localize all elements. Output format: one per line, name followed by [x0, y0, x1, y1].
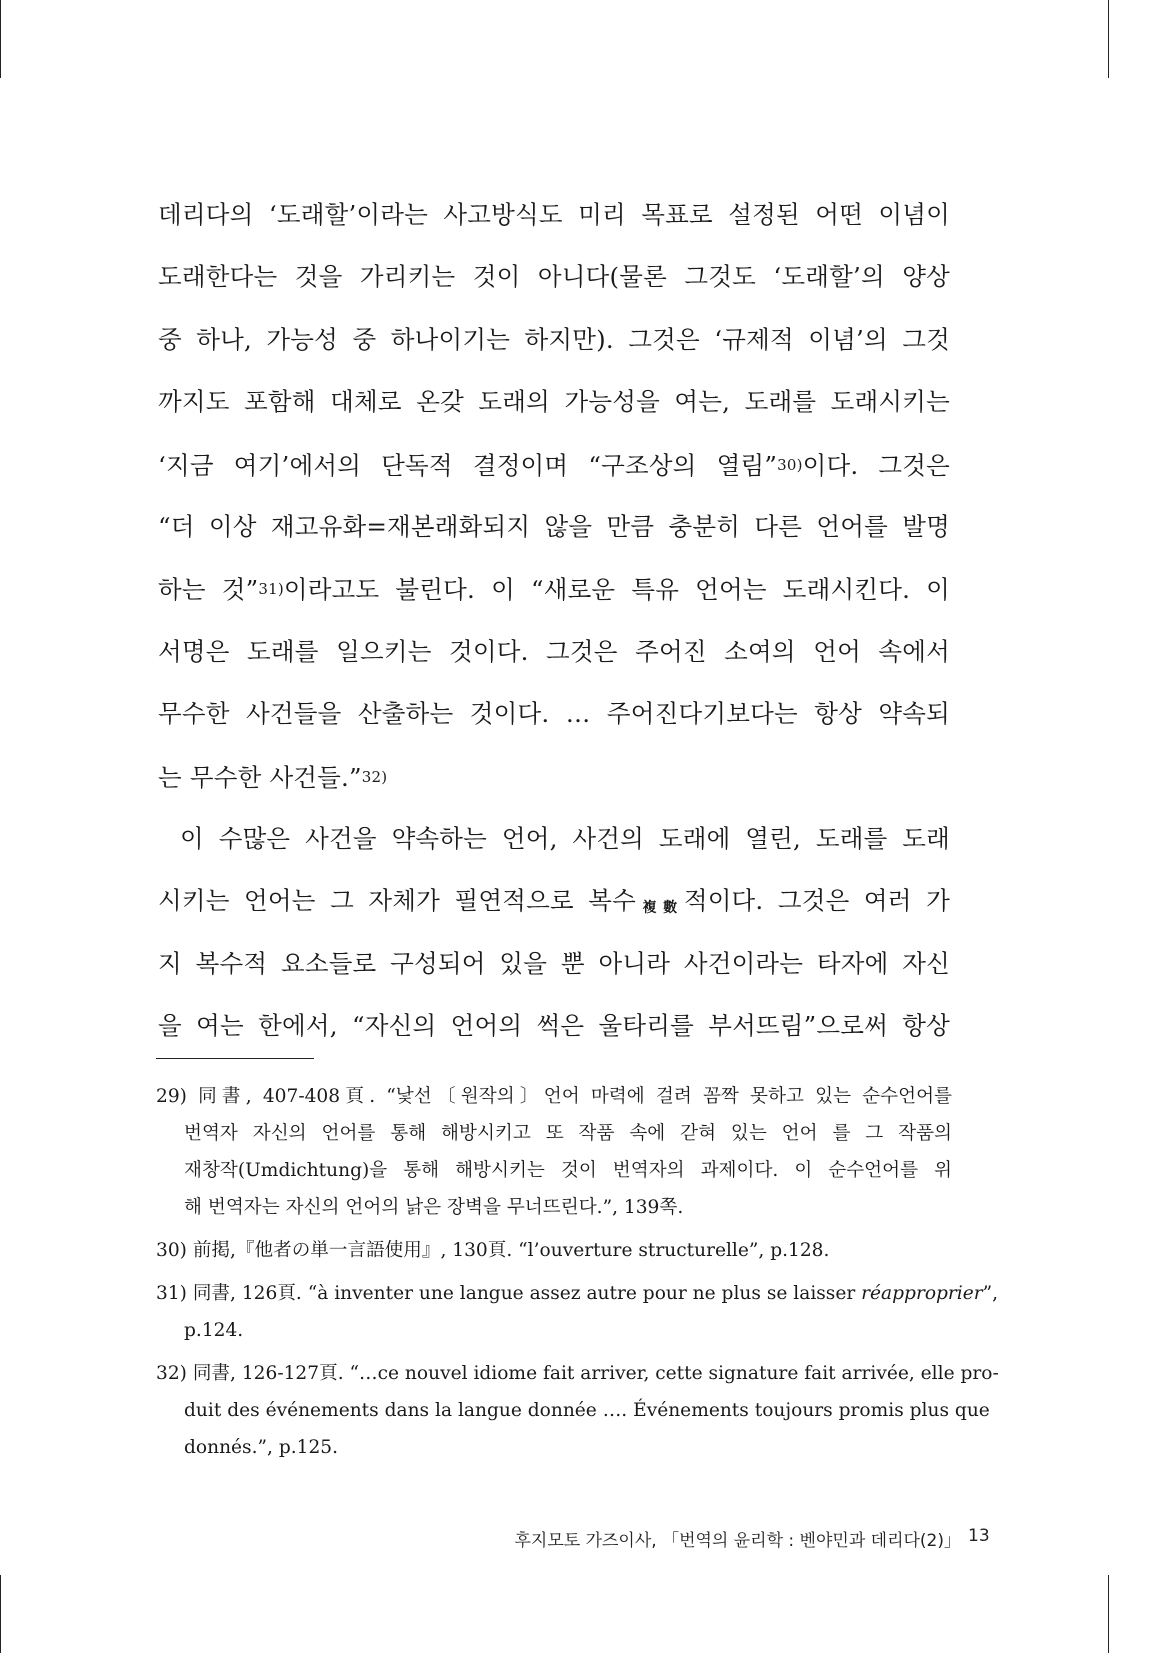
body-line [158, 870, 950, 932]
body-line: 이 수많은 사건을 약속하는 언어, 사건의 도래에 열린, 도래를 도래 [180, 823, 950, 853]
body-line: “더 이상 재고유화=재본래화되지 않을 만큼 충분히 다른 언어를 발명 [158, 511, 950, 541]
footnote-separator [156, 1058, 314, 1059]
hanja-annotation: 複數 [636, 900, 684, 917]
footnote-italic: réapproprier [861, 1283, 983, 1304]
body-line-text: 이라고도 불린다. 이 “새로운 특유 언어는 도래시킨다. 이 [283, 575, 950, 605]
footnote-line: 재창작(Umdichtung)을 통해 해방시키는 것이 번역자의 과제이다. 이 순수언어를 위 [184, 1160, 952, 1181]
footnote-line: donnés.”, p.125. [184, 1437, 339, 1458]
body-line [158, 434, 950, 496]
footnote-31 [156, 1275, 999, 1349]
footnote-32 [156, 1355, 999, 1466]
footnote-line: duit des événements dans la langue donnée …. Événements toujours promis plus que [184, 1400, 990, 1421]
footnote-line: 29) 同書, 407-408頁. “낯선〔원작의〕언어 마력에 걸려 꼼짝 못하고 있는 순수언어를 [156, 1086, 952, 1107]
footnote-text: ”, [982, 1283, 999, 1304]
body-line: 무수한 사건들을 산출하는 것이다. … 주어진다기보다는 항상 약속되 [158, 699, 950, 729]
body-line-text: ‘지금 여기’에서의 단독적 결정이며 “구조상의 열림” [158, 450, 778, 480]
footnote-line: 번역자 자신의 언어를 통해 해방시키고 또 작품 속에 갇혀 있는 언어 를 그 작품의 [184, 1123, 952, 1144]
body-line [158, 746, 950, 808]
footnote-ref-31[interactable]: 31) [258, 580, 284, 599]
footnote-line: 32) 同書, 126-127頁. “…ce nouvel idiome fait arriver, cette signature fait arrivée, elle pro- [156, 1363, 999, 1384]
footnote-30 [156, 1232, 952, 1269]
body-line: 데리다의 ‘도래할’이라는 사고방식도 미리 목표로 설정된 어떤 이념이 [158, 200, 950, 229]
body-line [158, 558, 950, 620]
crop-mark-bottom-right [1108, 1575, 1109, 1653]
body-line-text: 적이다. 그것은 여러 가 [683, 886, 950, 916]
body-line: 지 복수적 요소들로 구성되어 있을 뿐 아니라 사건이라는 타자에 자신 [158, 948, 950, 978]
main-body-text [158, 184, 950, 1057]
body-line-text: 는 무수한 사건들.” [158, 762, 362, 792]
body-line: 을 여는 한에서, “자신의 언어의 썩은 울타리를 부서뜨림”으로써 항상 [158, 1011, 950, 1041]
footnote-text: 31) 同書, 126頁. “à inventer une langue assez autre pour ne plus se laisser [156, 1283, 862, 1304]
body-line-text: 하는 것” [158, 575, 259, 605]
footnote-line: 30) 前掲,『他者の単一言語使用』, 130頁. “l’ouverture structurelle”, p.128. [156, 1240, 830, 1261]
body-line: 중 하나, 가능성 중 하나이기는 하지만). 그것은 ‘규제적 이념’의 그것 [158, 324, 950, 354]
crop-mark-bottom-left [0, 1575, 1, 1653]
footnote-line: 해 번역자는 자신의 언어의 낡은 장벽을 무너뜨린다.”, 139쪽. [184, 1197, 684, 1218]
footnotes [156, 1078, 999, 1472]
footnote-ref-32[interactable]: 32) [361, 767, 388, 786]
crop-mark-top-right [1108, 0, 1109, 78]
footnote-line: p.124. [184, 1320, 244, 1341]
body-line: 서명은 도래를 일으키는 것이다. 그것은 주어진 소여의 언어 속에서 [158, 636, 950, 666]
body-line-text: 시키는 언어는 그 자체가 필연적으로 복수 [158, 886, 637, 916]
crop-mark-top-left [0, 0, 1, 78]
page-number: 13 [968, 1526, 990, 1546]
running-footer-title: 후지모토 가즈이사, 「번역의 윤리학 : 벤야민과 데리다(2)」 [514, 1531, 961, 1551]
body-line: 도래한다는 것을 가리키는 것이 아니다(물론 그것도 ‘도래할’의 양상 [158, 262, 950, 292]
body-line: 까지도 포함해 대체로 온갖 도래의 가능성을 여는, 도래를 도래시키는 [158, 387, 950, 417]
footnote-29 [156, 1078, 952, 1226]
footnote-line [156, 1275, 999, 1312]
footnote-ref-30[interactable]: 30) [777, 455, 803, 474]
body-line-text: 이다. 그것은 [802, 450, 951, 480]
